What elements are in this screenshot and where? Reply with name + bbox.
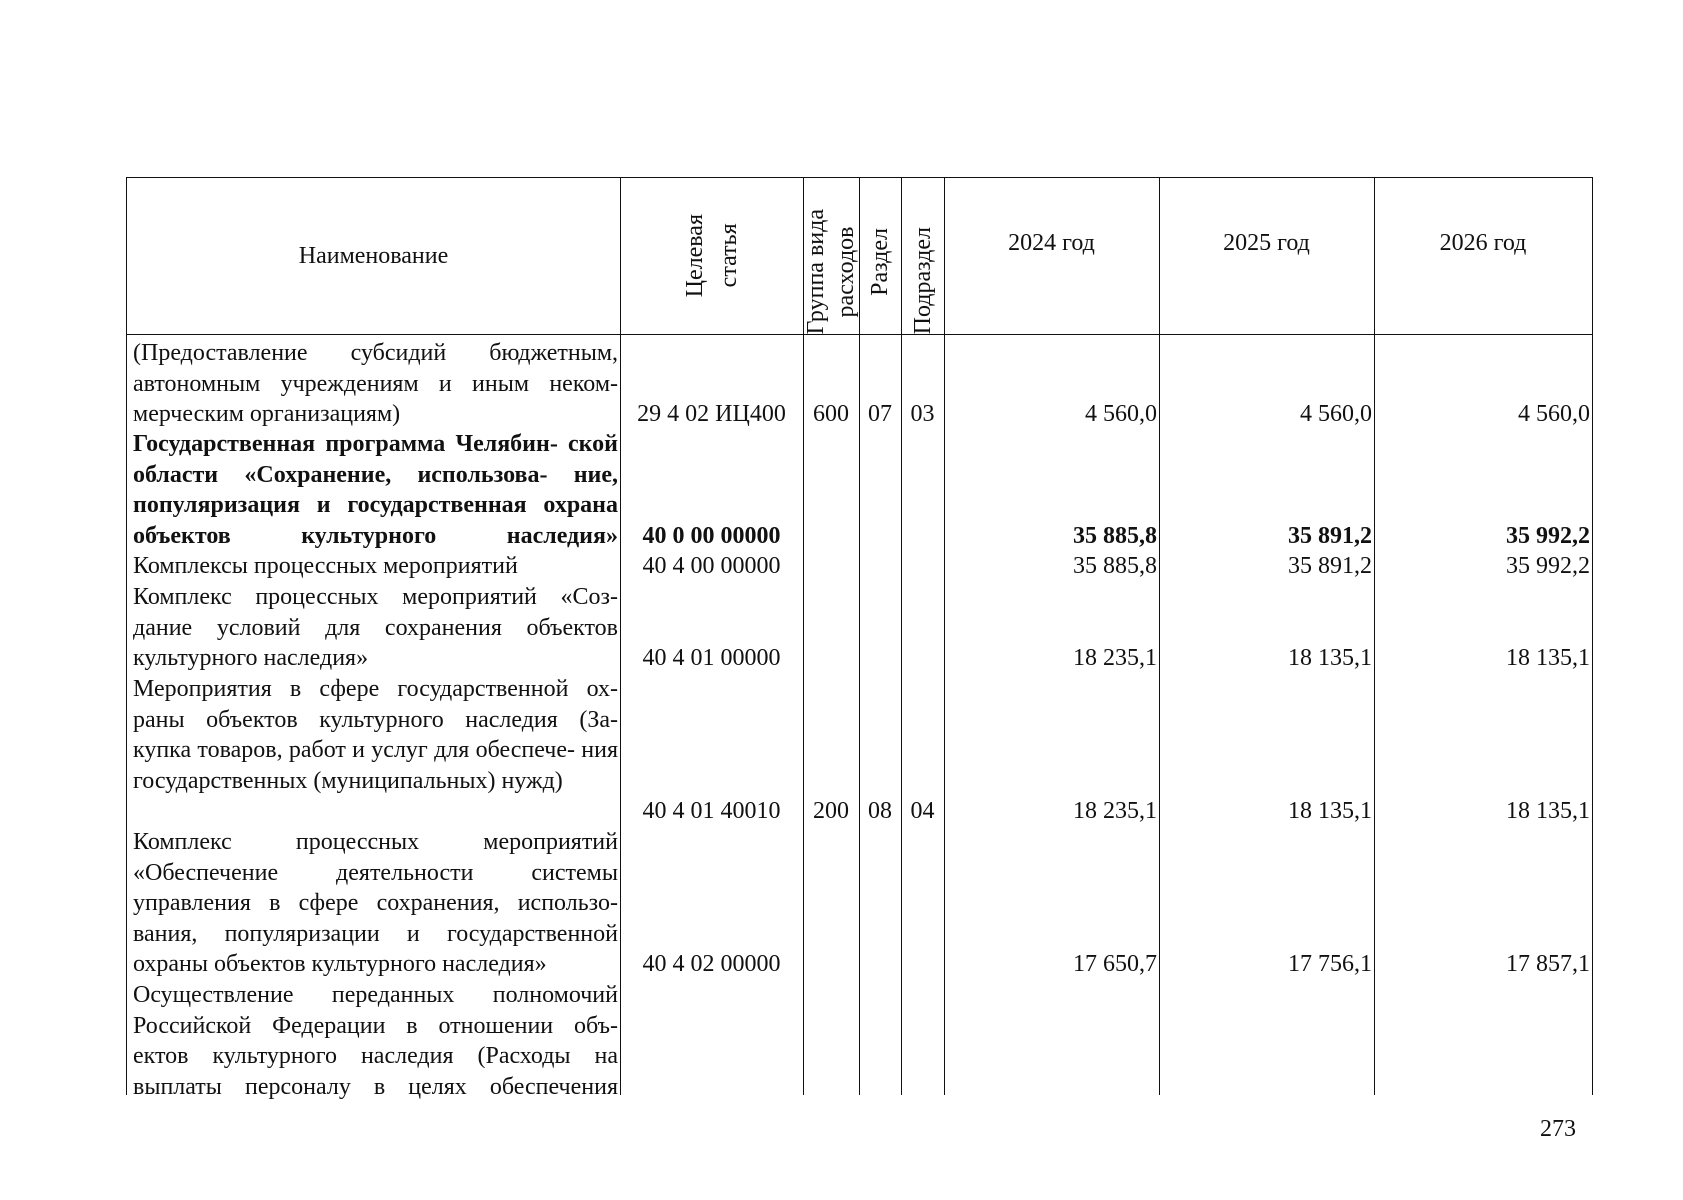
row-name: Комплекс процессных мероприятий «Обеспечение деятельности системы управления в сфере сохранения, использо- вания, популяризации и государственной охраны объектов культурного наследия» — [133, 829, 618, 977]
row-name: Осуществление переданных полномочий Российской Федерации в отношении объ- ектов культурного наследия (Расходы на выплаты персоналу в целях обеспечения — [133, 982, 618, 1100]
row-expense-group: 600 — [813, 401, 849, 427]
row-section: 07 — [868, 401, 892, 427]
page-number: 273 — [1540, 1116, 1576, 1142]
header-expense-group — [803, 178, 859, 334]
header-target-article-label: Целевая статья — [681, 214, 742, 298]
row-value-2026: 35 992,2 — [1506, 523, 1590, 549]
budget-table — [126, 177, 1593, 1100]
row-value-2025: 4 560,0 — [1300, 401, 1372, 427]
row-value-2026: 18 135,1 — [1506, 798, 1590, 824]
header-year-2026-label: 2026 год — [1439, 229, 1527, 256]
row-target-article: 40 0 00 00000 — [642, 523, 781, 549]
row-value-2026: 18 135,1 — [1506, 645, 1590, 671]
header-year-2025 — [1159, 178, 1374, 308]
row-target-article: 29 4 02 ИЦ400 — [637, 401, 786, 427]
header-name-label: Наименование — [298, 242, 449, 269]
row-section: 08 — [868, 798, 892, 824]
row-value-2025: 35 891,2 — [1288, 553, 1372, 579]
row-target-article: 40 4 00 00000 — [642, 553, 781, 579]
header-expense-group-label: Группа вида расходов — [803, 208, 859, 334]
row-name: Мероприятия в сфере государственной ох- раны объектов культурного наследия (За- купка товаров, работ и услуг для обеспече- ния государственных (муниципальных) нужд) — [133, 676, 618, 794]
header-name — [127, 178, 620, 334]
row-value-2024: 18 235,1 — [1073, 798, 1157, 824]
header-target-article — [620, 178, 803, 334]
row-subsection: 03 — [910, 401, 935, 427]
row-name: Комплексы процессных мероприятий — [133, 553, 518, 579]
row-name: Комплекс процессных мероприятий «Соз- дание условий для сохранения объектов культурного наследия» — [133, 584, 618, 671]
row-value-2025: 18 135,1 — [1288, 645, 1372, 671]
row-value-2024: 35 885,8 — [1073, 553, 1157, 579]
row-name: (Предоставление субсидий бюджетным, автономным учреждениям и иным неком- мерческим организациям) — [133, 340, 618, 427]
row-expense-group: 200 — [813, 798, 849, 824]
header-year-2026 — [1374, 178, 1592, 308]
row-value-2026: 4 560,0 — [1518, 401, 1590, 427]
row-target-article: 40 4 02 00000 — [642, 951, 781, 977]
row-value-2024: 18 235,1 — [1073, 645, 1157, 671]
row-value-2025: 35 891,2 — [1288, 523, 1372, 549]
row-value-2024: 4 560,0 — [1085, 401, 1157, 427]
row-value-2025: 18 135,1 — [1288, 798, 1372, 824]
row-value-2026: 35 992,2 — [1506, 553, 1590, 579]
row-target-article: 40 4 01 40010 — [642, 798, 781, 824]
header-year-2024 — [944, 178, 1159, 308]
header-year-2025-label: 2025 год — [1223, 229, 1310, 256]
row-target-article: 40 4 01 00000 — [642, 645, 781, 671]
header-year-2024-label: 2024 год — [1008, 229, 1095, 256]
header-section-label: Раздел — [867, 228, 893, 296]
row-value-2024: 35 885,8 — [1073, 523, 1157, 549]
header-subsection — [901, 178, 944, 334]
header-subsection-label: Подраздел — [909, 226, 936, 334]
row-name: Государственная программа Челябин- ской области «Сохранение, использова- ние, популяризация и государственная охрана объектов культурного наследия» — [133, 431, 618, 549]
row-value-2025: 17 756,1 — [1288, 951, 1372, 977]
header-section — [859, 178, 901, 334]
row-value-2026: 17 857,1 — [1506, 951, 1590, 977]
row-value-2024: 17 650,7 — [1073, 951, 1157, 977]
row-subsection: 04 — [910, 798, 935, 824]
